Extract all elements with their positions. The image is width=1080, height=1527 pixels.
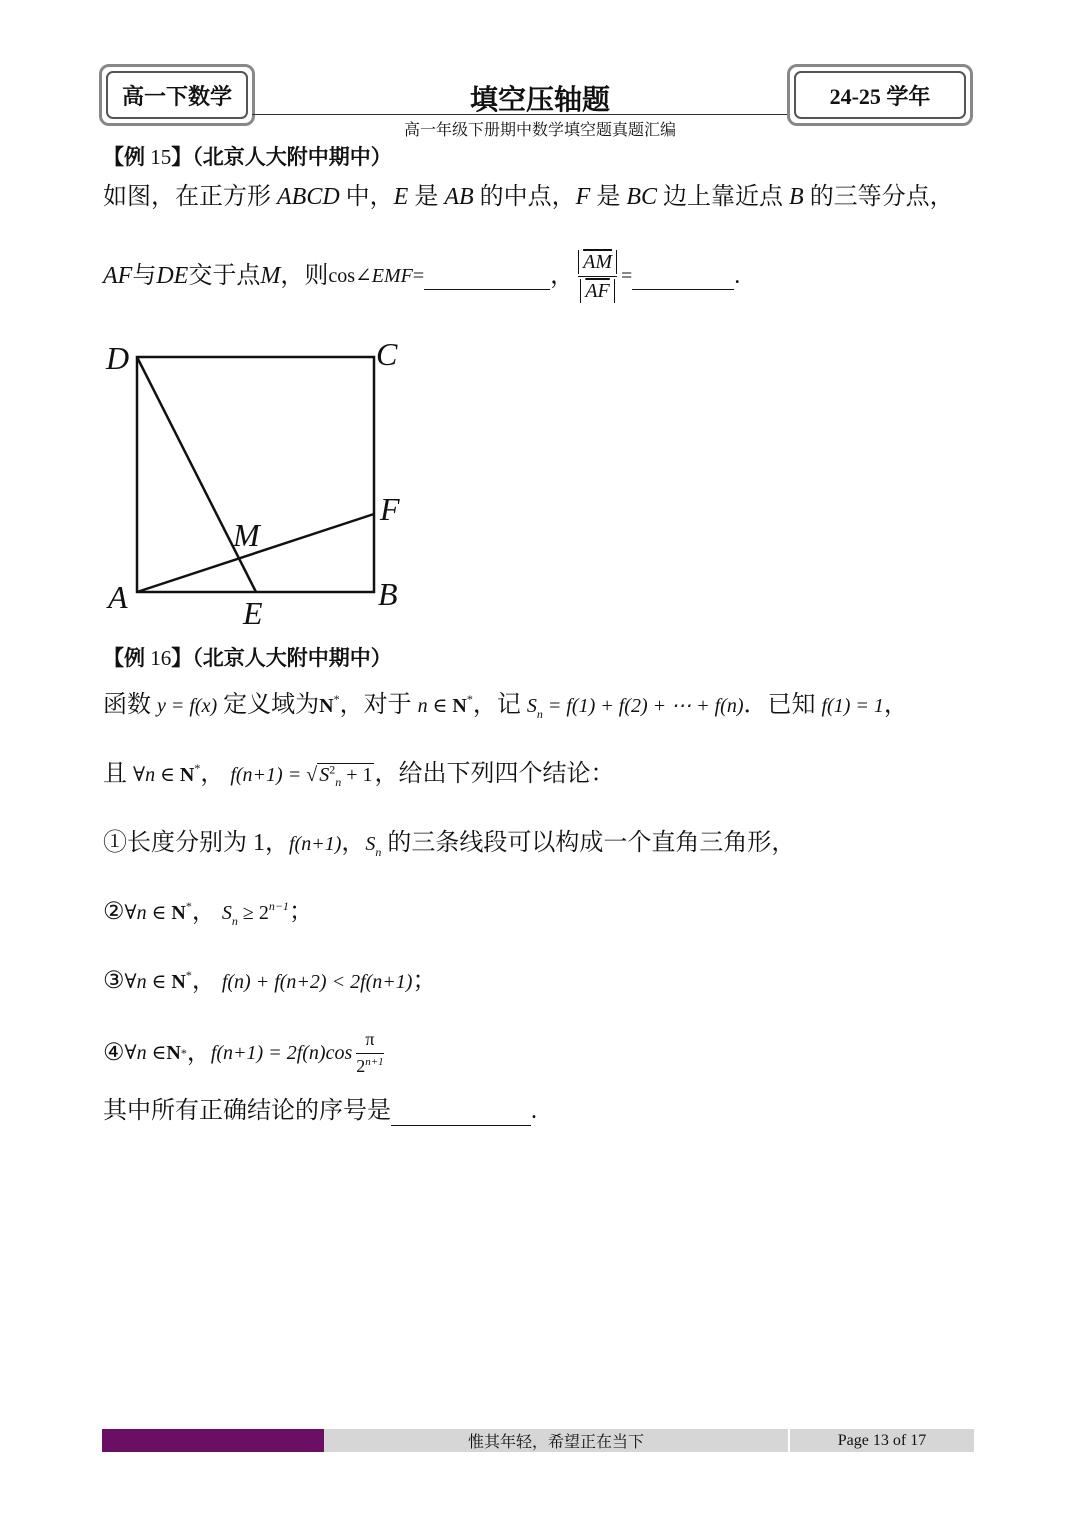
conclusion-1: ①长度分别为 1，f(n+1)，$S_n$ 的三条线段可以构成一个直角三角形， <box>103 830 796 859</box>
page-subtitle: 高一年级下册期中数学填空题真题汇编 <box>403 122 676 139</box>
label-b: B <box>378 576 398 612</box>
subject-tag-label: 高一下数学 <box>106 71 248 119</box>
page-number-text: Page 13 of 17 <box>837 1431 927 1449</box>
example-16-line-1: 函数 y = f(x) 定义域为N*，对于 n ∈ N*，记 $S_n = f(1) + f(2)$ + ⋯ + f(n)．已知 f(1) = 1， <box>103 692 908 721</box>
label-d: D <box>106 340 130 376</box>
footer-page-number <box>790 1429 974 1452</box>
year-tag-label: 24-25 学年 <box>794 71 966 119</box>
label-c: C <box>376 336 398 372</box>
segment-de <box>137 357 256 592</box>
footer-motto-text: 惟其年轻，希望正在当下 <box>467 1434 644 1451</box>
answer-blank-2[interactable] <box>632 262 734 289</box>
label-e: E <box>243 595 263 630</box>
conclusion-2: ②∀n ∈ N*， $S_n \ge 2^{n-1}$； <box>103 899 313 928</box>
example-15-heading: 【例 15】（北京人大附中期中） <box>103 145 392 169</box>
final-question: 其中所有正确结论的序号是 . <box>103 1098 537 1124</box>
label-f: F <box>380 491 400 527</box>
label-m: M <box>233 517 260 553</box>
example-16-line-2: 且 ∀n ∈ N*， f(n+1) = √ $S^2_n + 1$，给出下列四个结论： <box>103 761 615 789</box>
footer-accent-bar <box>102 1429 324 1452</box>
answer-blank-3[interactable] <box>391 1098 531 1125</box>
label-a: A <box>108 579 128 615</box>
answer-blank-1[interactable] <box>424 262 550 289</box>
year-tag <box>787 64 973 126</box>
square-abcd <box>137 357 374 592</box>
conclusion-4: ④ ∀n ∈ N * ， f(n+1) = 2f(n)cos $\frac{\pi}{2^{n+1}}$ <box>103 1028 384 1076</box>
page-title: 填空压轴题 <box>469 85 610 116</box>
example-16-heading: 【例 16】（北京人大附中期中） <box>103 646 392 670</box>
example-15-line-2: AF 与 DE 交于点 M ，则 cos∠ EMF = ， $\frac{\overline{AM}}{AF}$ = . <box>103 250 741 302</box>
conclusion-3: ③∀n ∈ N*， f(n) + f(n+2) < 2f(n+1)； <box>103 968 437 994</box>
vector-ratio-fraction: $\frac{\overline{AM}}{AF}$ <box>578 250 617 303</box>
square-figure <box>100 330 420 630</box>
example-15-line-1: 如图，在正方形 ABCD 中，E 是 AB 的中点，F 是 BC 边上靠近点 B 的三等分点， <box>103 184 954 210</box>
footer-motto <box>324 1429 788 1452</box>
